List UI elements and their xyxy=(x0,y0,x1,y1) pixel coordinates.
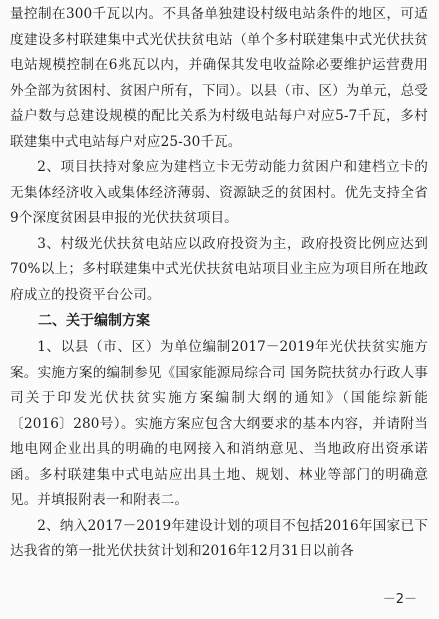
paragraph-plan-scope: 2、纳入2017－2019年建设计划的项目不包括2016年国家已下达我省的第一批光伏扶贫计划和2016年12月31日以前各 xyxy=(10,517,428,559)
section-heading-plan: 二、关于编制方案 xyxy=(38,313,150,329)
paragraph-support-targets: 2、项目扶持对象应为建档立卡无劳动能力贫困户和建档立卡的无集体经济收入或集体经济薄弱、资源缺乏的贫困村。优先支持全省9个深度贫困县申报的光伏扶贫项目。 xyxy=(10,159,428,226)
paragraph-scale-control: 量控制在300千瓦以内。不具备单独建设村级电站条件的地区，可适度建设多村联建集中式光伏扶贫电站（单个多村联建集中式光伏扶贫电站规模控制在6兆瓦以内，并确保其发电收益除必要维护运营费用外全部为贫困村、贫困户所有，下同）。以县（市、区）为单元，总受益户数与总建设规模的配比关系为村级电站每户对应5-7千瓦，多村联建集中式电站每户对应25-30千瓦。 xyxy=(10,6,428,150)
paragraph-investment-ratio: 3、村级光伏扶贫电站应以政府投资为主，政府投资比例应达到70%以上；多村联建集中式光伏扶贫电站项目业主应为项目所在地政府成立的投资平台公司。 xyxy=(10,235,428,303)
document-body xyxy=(10,2,428,565)
page-number: －2－ xyxy=(382,592,417,607)
paragraph-plan-compilation: 1、以县（市、区）为单位编制2017－2019年光伏扶贫实施方案。实施方案的编制参见《国家能源局综合司 国务院扶贫办行政人事司关于印发光伏扶贫实施方案编制大纲的通知》（国能综新能〔2016〕280号）。实施方案应包含大纲要求的基本内容，并请附当地电网企业出具的明确的电网接入和消纳意见、当地政府出资承诺函。多村联建集中式电站应出具土地、规划、林业等部门的明确意见。并填报附表一和附表二。 xyxy=(10,339,428,508)
